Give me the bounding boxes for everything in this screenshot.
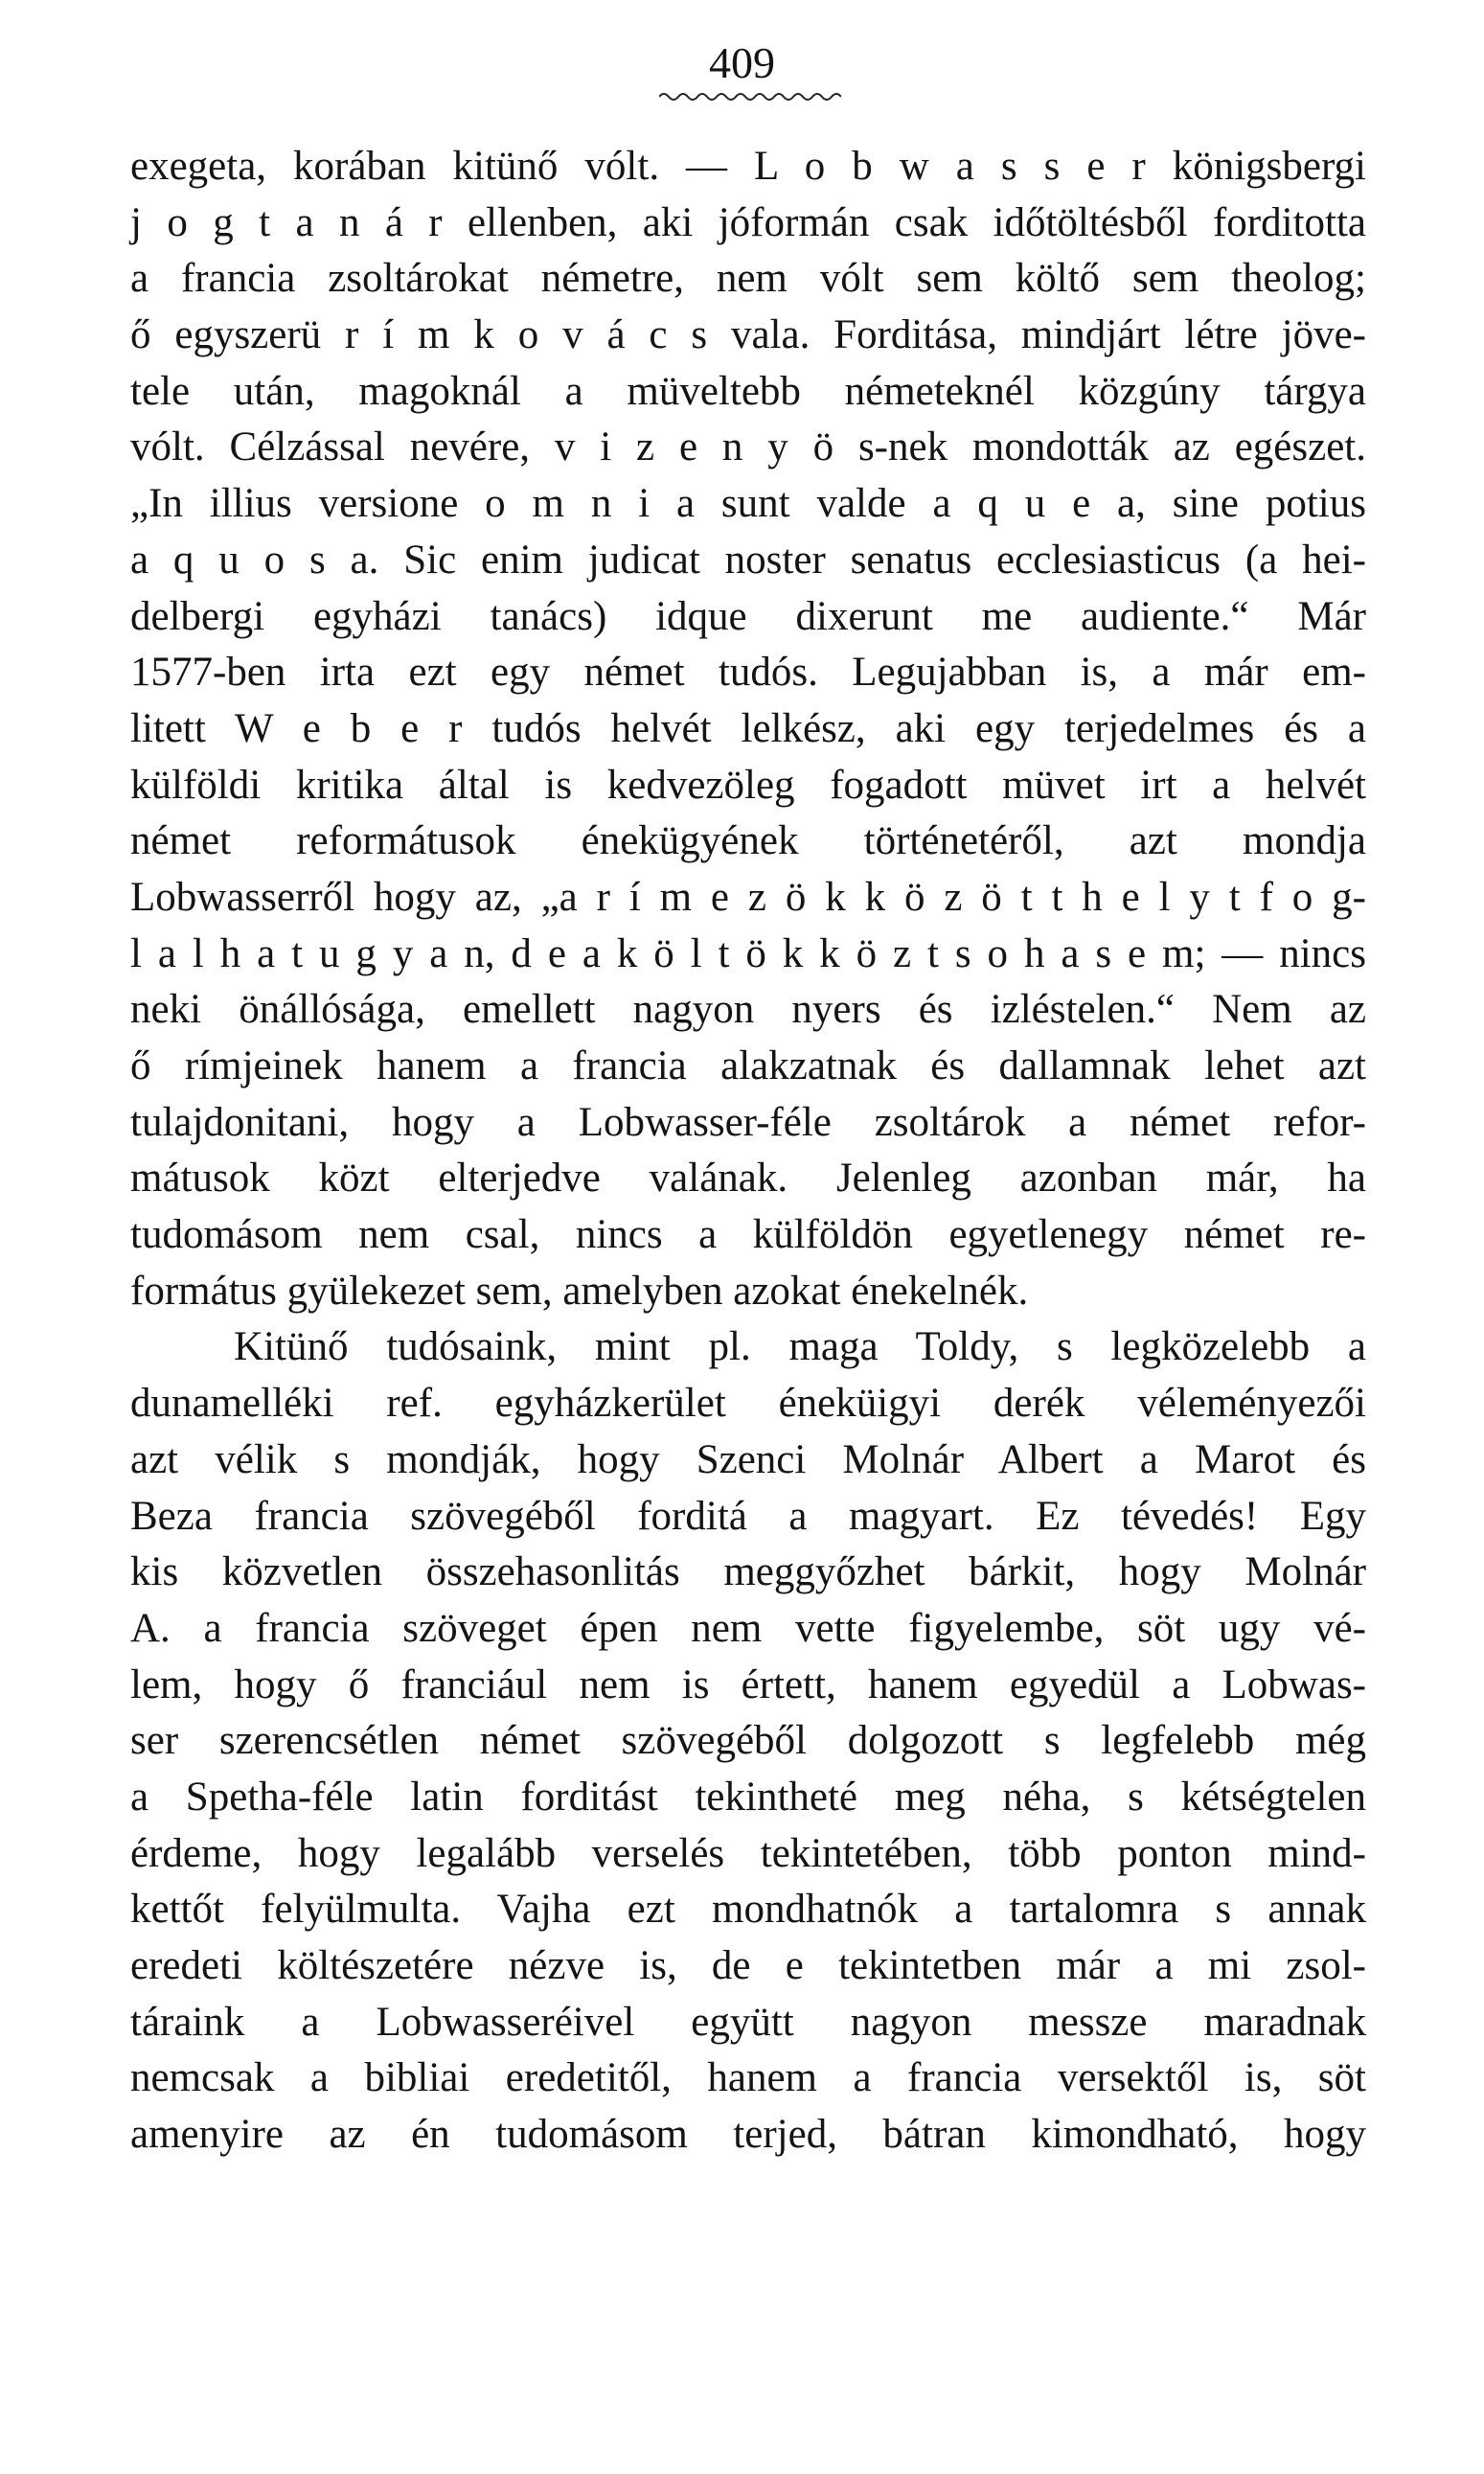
text-line: tele után, magoknál a müveltebb németeknél közgúny tárgya xyxy=(130,368,1366,414)
text-line: „In illius versione o m n i a sunt valde a q u e a, sine potius xyxy=(130,481,1366,527)
text-line: táraink a Lobwasseréivel együtt nagyon messze maradnak xyxy=(130,1999,1366,2045)
text-line: lem, hogy ő franciául nem is értett, hanem egyedül a Lobwas- xyxy=(130,1661,1366,1707)
body-text xyxy=(130,139,1366,2164)
text-line: formátus gyülekezet sem, amelyben azokat énekelnék. xyxy=(130,1268,1029,1314)
text-line: kis közvetlen összehasonlitás meggyőzhet bárkit, hogy Molnár xyxy=(130,1549,1366,1595)
text-line: a Spetha-féle latin forditást tekintheté meg néha, s kétségtelen xyxy=(130,1774,1366,1820)
page-number-ornament xyxy=(659,90,841,103)
text-line: dunamelléki ref. egyházkerület éneküigyi derék véleményezői xyxy=(130,1381,1366,1427)
text-line: litett W e b e r tudós helvét lelkész, aki egy terjedelmes és a xyxy=(130,705,1366,751)
text-line: delbergi egyházi tanács) idque dixerunt me audiente.“ Már xyxy=(130,593,1366,639)
text-line: A. a francia szöveget épen nem vette figyelembe, söt ugy vé- xyxy=(130,1605,1366,1651)
text-line: vólt. Célzással nevére, v i z e n y ö s-nek mondották az egészet. xyxy=(130,424,1366,470)
text-line: amenyire az én tudomásom terjed, bátran kimondható, hogy xyxy=(130,2112,1366,2158)
text-line: érdeme, hogy legalább verselés tekintetében, több ponton mind- xyxy=(130,1830,1366,1876)
text-line: j o g t a n á r ellenben, aki jóformán csak időtöltésből forditotta xyxy=(130,199,1366,245)
page-number: 409 xyxy=(709,38,775,87)
text-line: nemcsak a bibliai eredetitől, hanem a francia versektől is, söt xyxy=(130,2055,1366,2101)
text-line: mátusok közt elterjedve valának. Jelenleg azonban már, ha xyxy=(130,1156,1366,1202)
text-line: l a l h a t u g y a n, d e a k ö l t ö k k ö z t s o h a s e m; — nincs xyxy=(130,930,1366,976)
text-line: Beza francia szövegéből forditá a magyart. Ez tévedés! Egy xyxy=(130,1493,1366,1539)
text-line: tulajdonitani, hogy a Lobwasser-féle zsoltárok a német refor- xyxy=(130,1099,1366,1145)
text-line: ser szerencsétlen német szövegéből dolgozott s legfelebb még xyxy=(130,1718,1366,1764)
text-line: német reformátusok énekügyének történetéről, azt mondja xyxy=(130,818,1366,864)
text-line: a francia zsoltárokat németre, nem vólt sem költő sem theolog; xyxy=(130,256,1366,302)
text-line: tudomásom nem csal, nincs a külföldön egyetlenegy német re- xyxy=(130,1212,1366,1258)
text-line: exegeta, korában kitünő vólt. — L o b w a s s e r königsbergi xyxy=(130,144,1366,189)
text-line: a q u o s a. Sic enim judicat noster senatus ecclesiasticus (a hei- xyxy=(130,537,1366,583)
text-line: külföldi kritika által is kedvezöleg fogadott müvet irt a helvét xyxy=(130,762,1366,808)
text-line: neki önállósága, emellett nagyon nyers és izléstelen.“ Nem az xyxy=(130,987,1366,1033)
text-line: kettőt felyülmulta. Vajha ezt mondhatnók a tartalomra s annak xyxy=(130,1887,1366,1933)
text-line: 1577-ben irta ezt egy német tudós. Legujabban is, a már em- xyxy=(130,650,1366,696)
text-line: ő egyszerü r í m k o v á c s vala. Forditása, mindjárt létre jöve- xyxy=(130,312,1366,358)
text-line: eredeti költészetére nézve is, de e tekintetben már a mi zsol- xyxy=(130,1943,1366,1988)
text-line: Lobwasserről hogy az, „a r í m e z ö k k ö z ö t t h e l y t f o g- xyxy=(130,874,1366,920)
text-line: ő rímjeinek hanem a francia alakzatnak és dallamnak lehet azt xyxy=(130,1043,1366,1088)
text-line: azt vélik s mondják, hogy Szenci Molnár Albert a Marot és xyxy=(130,1436,1366,1482)
text-line: Kitünő tudósaink, mint pl. maga Toldy, s legközelebb a xyxy=(234,1324,1366,1370)
